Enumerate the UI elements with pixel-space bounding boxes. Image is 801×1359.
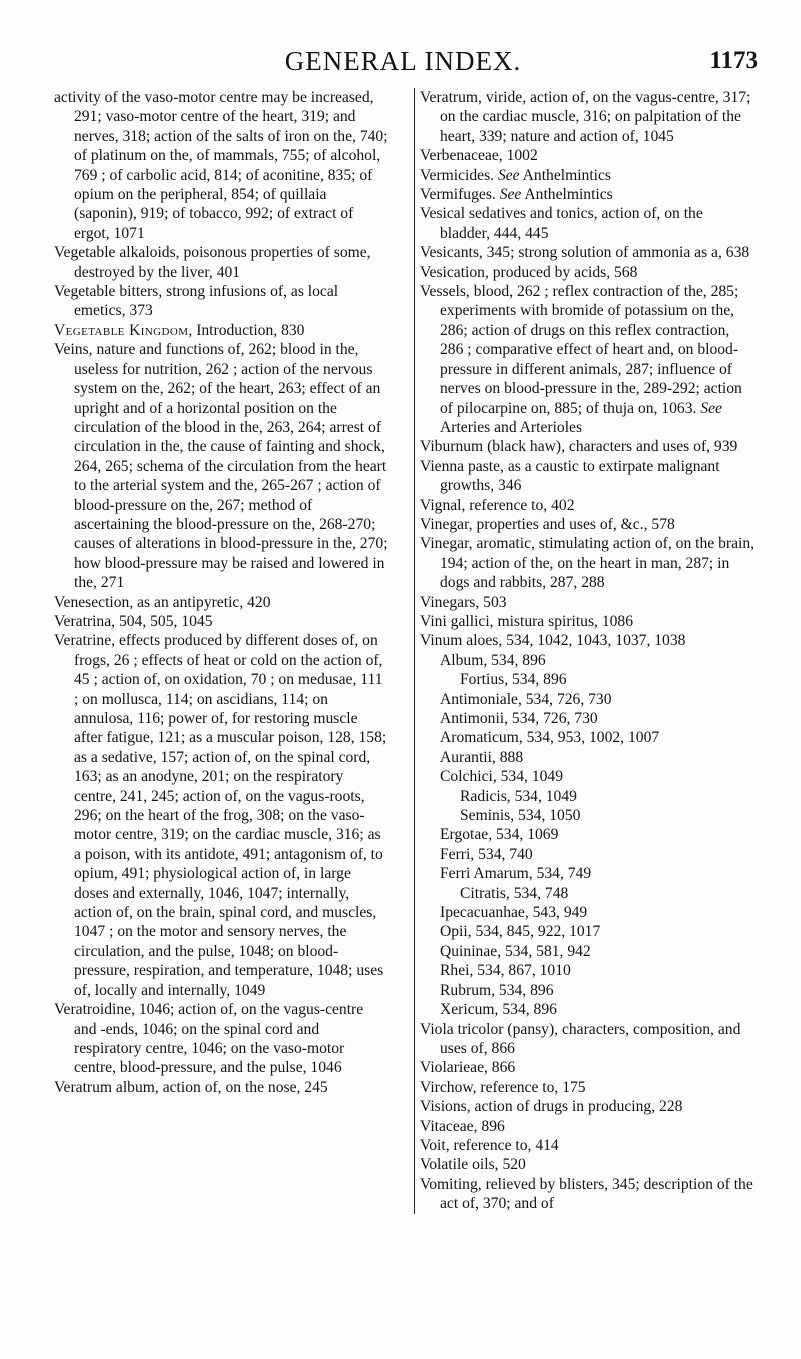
index-entry-text: Viola tricolor (pansy), characters, composition, and uses of, 866 — [420, 1020, 741, 1057]
index-entry — [420, 1175, 756, 1214]
index-entry-text: Vini gallici, mistura spiritus, 1086 — [420, 612, 634, 630]
index-entry — [420, 146, 756, 165]
index-entry-text: Veratrum album, action of, on the nose, 245 — [54, 1078, 328, 1096]
index-entry-text: Vinegar, aromatic, stimulating action of, on the brain, 194; action of the, on the heart in man, 287; in dogs and rabbits, 287, 288 — [420, 535, 755, 592]
index-entry-text: Rhei, 534, 867, 1010 — [440, 962, 571, 980]
index-entry-text: Vegetable bitters, strong infusions of, as local emetics, 373 — [54, 283, 339, 320]
see-reference: See — [499, 186, 522, 204]
index-entry-text: Volatile oils, 520 — [420, 1156, 526, 1174]
index-entry — [54, 1078, 389, 1097]
index-entry — [420, 1117, 756, 1136]
cross-reference-target: Arteries and Arterioles — [440, 418, 583, 436]
index-entry — [54, 612, 389, 631]
page-number: 1173 — [709, 47, 758, 74]
left-column — [54, 88, 389, 1097]
index-subentry — [420, 961, 756, 980]
index-entry-text: Vienna paste, as a caustic to extirpate malignant growths, 346 — [420, 457, 720, 495]
see-reference: See — [700, 399, 722, 417]
index-entry-text: Vessels, blood, 262 ; reflex contraction of the, 285; experiments with bromide of potassium on the, 286; action of drugs on this reflex contraction, 286 ; comparative effect of heart and, on blood-pressure in different animals, 287; influence of nerves on blood-pressure in the, 289-292; action of pilocarpine on, 885; of thuja on, 1063. — [420, 283, 742, 417]
index-subentry — [420, 670, 756, 689]
index-entry — [420, 204, 756, 243]
index-entry-text: Veratroidine, 1046; action of, on the vagus-centre and -ends, 1046; on the spinal cord and respiratory centre, 1046; on the vaso-motor centre, blood-pressure, and the pulse, 1046 — [54, 1001, 364, 1077]
index-entry-text: Aurantii, 888 — [440, 748, 524, 766]
index-subentry — [420, 748, 756, 767]
index-entry-text: Ferri Amarum, 534, 749 — [440, 865, 592, 883]
index-subentry — [420, 806, 756, 825]
index-entry — [54, 88, 389, 243]
index-entry-text: Rubrum, 534, 896 — [440, 981, 554, 999]
index-entry-text: Antimonii, 534, 726, 730 — [440, 710, 598, 727]
index-entry-text: Vinum aloes, 534, 1042, 1043, 1037, 1038 — [420, 632, 686, 650]
index-entry-text: Vermifuges. — [420, 186, 496, 204]
index-entry-text: Veratrina, 504, 505, 1045 — [54, 612, 213, 630]
index-entry-text: Viburnum (black haw), characters and uses of, 939 — [420, 438, 738, 456]
index-entry-text: Ergotae, 534, 1069 — [440, 826, 559, 844]
index-entry — [420, 282, 756, 437]
running-head — [48, 46, 758, 82]
index-subentry — [420, 690, 756, 709]
index-subentry — [420, 787, 756, 806]
index-entry — [54, 321, 389, 340]
index-entry — [420, 1020, 756, 1059]
index-entry — [54, 1000, 389, 1078]
index-entry-text: Quininae, 534, 581, 942 — [440, 942, 591, 960]
index-entry — [54, 631, 389, 1000]
index-entry-text: Visions, action of drugs in producing, 228 — [420, 1098, 683, 1116]
index-entry-text: Vinegar, properties and uses of, &c., 578 — [420, 515, 675, 533]
index-entry — [54, 282, 389, 321]
cross-reference-target: Anthelmintics — [524, 186, 613, 204]
index-subentry — [420, 864, 756, 883]
index-entry — [420, 1078, 756, 1097]
index-entry — [420, 185, 756, 204]
index-entry — [420, 496, 756, 515]
index-entry-text: Veins, nature and functions of, 262; blood in the, useless for nutrition, 262 ; action of the nervous system on the, 262; of the heart, 263; effect of an upright and of a horizontal position on the circulation of the blood in the, 263, 264; arrest of circulation in the, the cause of fainting and shock, 264, 265; schema of the circulation from the heart to the arterial system and the, 265-267 ; action of blood-pressure on the, 267; method of ascertaining the blood-pressure on the, 268-270; causes of alterations in blood-pressure in the, 270; how blood-pressure may be raised and lowered in the, 271 — [54, 341, 388, 592]
right-column — [414, 88, 756, 1214]
index-entry-heading: Vegetable Kingdom — [54, 321, 189, 339]
index-entry-text: Citratis, 534, 748 — [460, 884, 569, 902]
index-subentry — [420, 981, 756, 1000]
index-entry-text: Xericum, 534, 896 — [440, 1001, 557, 1019]
cross-reference-target: Anthelmintics — [522, 166, 611, 184]
index-entry — [420, 243, 756, 262]
index-entry-text: Verbenaceae, 1002 — [420, 147, 538, 165]
index-subentry — [420, 845, 756, 864]
index-subentry — [420, 942, 756, 961]
index-subentry — [420, 1000, 756, 1019]
index-entry-text: Virchow, reference to, 175 — [420, 1078, 586, 1096]
index-subentry — [420, 922, 756, 941]
index-entry-text: Antimoniale, 534, 726, 730 — [440, 690, 612, 708]
index-subentry — [420, 651, 756, 670]
index-entry-text: Album, 534, 896 — [440, 651, 546, 669]
index-entry-text: activity of the vaso-motor centre may be increased, 291; vaso-motor centre of the heart, 319; and nerves, 318; action of the salts of iron on the, 740; of platinum on the, of mammals, 755; of alcohol, 769 ; of carbolic acid, 814; of aconitine, 835; of opium on the peripheral, 854; of quillaia (saponin), 919; of tobacco, 992; of extract of ergot, 1071 — [54, 89, 388, 242]
page-title: GENERAL INDEX. — [284, 46, 522, 76]
index-entry — [420, 437, 756, 456]
index-entry-text: Veratrine, effects produced by different doses of, on frogs, 26 ; effects of heat or cold on the action of, 45 ; action of, on oxidation, 70 ; on medusae, 111 ; on mollusca, 114; on ascidians, 114; on annulosa, 116; power of, for restoring muscle after fatigue, 121; as a muscular poison, 128, 158; as a sedative, 157; action of, on the spinal cord, 163; as an anodyne, 201; on the respiratory centre, 241, 245; action of, on the vagus-roots, 296; on the heart of the frog, 308; on the vaso-motor centre, 319; on the cardiac muscle, 316; as a poison, with its antidote, 491; antagonism of, to opium, 491; physiological action of, in large doses and externally, 1046, 1047; internally, action of, on the brain, spinal cord, and muscles, 1047 ; on the motor and sensory nerves, the circulation, and the pulse, 1048; on blood-pressure, respiration, and temperature, 1048; uses of, locally and internally, 1049 — [54, 632, 387, 999]
index-entry — [420, 1155, 756, 1174]
index-entry — [54, 243, 389, 282]
index-entry — [420, 612, 756, 631]
index-entry — [54, 593, 389, 612]
index-entry — [420, 631, 756, 650]
index-entry-text: Radicis, 534, 1049 — [460, 787, 577, 805]
see-reference: See — [497, 166, 520, 184]
index-entry-text: Violarieae, 866 — [420, 1059, 516, 1077]
index-entry — [420, 263, 756, 282]
index-subentry — [420, 709, 756, 728]
index-entry — [420, 457, 756, 496]
index-entry-text: Ferri, 534, 740 — [440, 845, 533, 863]
index-subentry — [420, 825, 756, 844]
index-subentry — [420, 884, 756, 903]
index-entry-text: Vitaceae, 896 — [420, 1117, 505, 1135]
index-subentry — [420, 903, 756, 922]
index-subentry — [420, 767, 756, 786]
index-entry-text: Vignal, reference to, 402 — [420, 496, 575, 514]
index-entry-text: Colchici, 534, 1049 — [440, 768, 564, 786]
index-entry-text: Vegetable alkaloids, poisonous properties of some, destroyed by the liver, 401 — [54, 244, 371, 281]
index-entry-text: Vesicants, 345; strong solution of ammonia as a, 638 — [420, 244, 750, 262]
index-entry-text: Opii, 534, 845, 922, 1017 — [440, 923, 601, 941]
index-entry-text: Vinegars, 503 — [420, 593, 507, 611]
index-entry-text: Aromaticum, 534, 953, 1002, 1007 — [440, 729, 660, 747]
index-entry — [420, 166, 756, 185]
index-entry — [54, 340, 389, 592]
index-entry-text: Veratrum, viride, action of, on the vagus-centre, 317; on the cardiac muscle, 316; on palpitation of the heart, 339; nature and action of, 1045 — [420, 89, 751, 145]
index-subentry — [420, 728, 756, 747]
index-entry — [420, 1058, 756, 1077]
index-entry-text: Vermicides. — [420, 166, 495, 184]
index-entry — [420, 1136, 756, 1155]
index-entry — [420, 593, 756, 612]
index-entry-text: Vomiting, relieved by blisters, 345; description of the act of, 370; and of — [420, 1175, 753, 1213]
index-entry-text: Seminis, 534, 1050 — [460, 807, 581, 825]
index-entry-text: Voit, reference to, 414 — [420, 1136, 559, 1154]
index-entry — [420, 88, 756, 146]
index-entry-text: Ipecacuanhae, 543, 949 — [440, 904, 588, 922]
index-entry-text: , Introduction, 830 — [188, 321, 305, 339]
index-entry-text: Venesection, as an antipyretic, 420 — [54, 593, 271, 611]
index-entry — [420, 515, 756, 534]
index-entry-text: Vesication, produced by acids, 568 — [420, 263, 638, 281]
index-entry — [420, 534, 756, 592]
index-entry-text: Vesical sedatives and tonics, action of, on the bladder, 444, 445 — [420, 205, 703, 242]
index-entry-text: Fortius, 534, 896 — [460, 671, 567, 689]
index-entry — [420, 1097, 756, 1116]
